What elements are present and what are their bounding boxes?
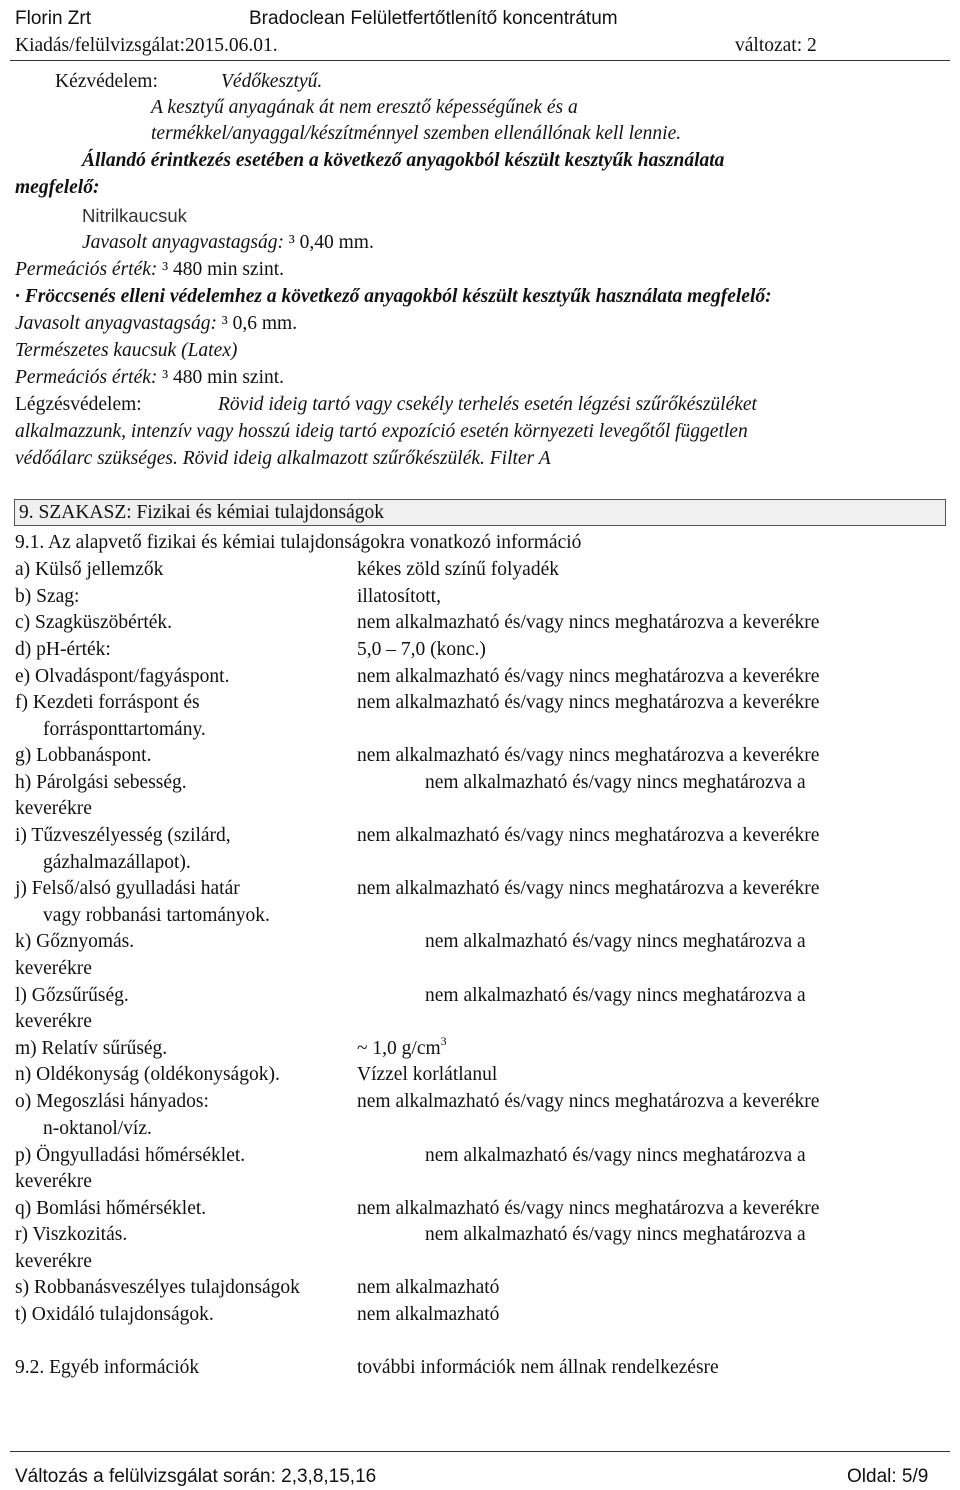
property-n-label: n) Oldékonyság (oldékonyságok). <box>15 1064 280 1085</box>
property-n-value: Vízzel korlátlanul <box>357 1064 498 1085</box>
property-a-label: a) Külső jellemzők <box>15 559 164 580</box>
property-l-label: l) Gőzsűrűség. <box>15 985 129 1006</box>
property-o-label-cont: n-oktanol/víz. <box>43 1118 152 1139</box>
company-name: Florin Zrt <box>15 8 91 29</box>
property-q-label: q) Bomlási hőmérséklet. <box>15 1198 207 1219</box>
section-9-2-value: további információk nem állnak rendelkezésre <box>357 1357 719 1378</box>
property-i-label-cont: gázhalmazállapot). <box>43 852 191 873</box>
property-c-value: nem alkalmazható és/vagy nincs meghatározva a keverékre <box>357 612 820 633</box>
permeation-label-1: Permeációs érték: <box>15 259 158 280</box>
property-a-value: kékes zöld színű folyadék <box>357 559 559 580</box>
property-s-value: nem alkalmazható <box>357 1277 500 1298</box>
issue-date: Kiadás/felülvizsgálat:2015.06.01. <box>15 35 278 56</box>
property-g-value: nem alkalmazható és/vagy nincs meghatározva a keverékre <box>357 745 820 766</box>
property-p-value: nem alkalmazható és/vagy nincs meghatározva a <box>425 1145 806 1166</box>
property-m-unit-exponent: 3 <box>440 1034 447 1048</box>
permeation-value-2: ³ 480 min szint. <box>162 367 285 388</box>
property-l-value: nem alkalmazható és/vagy nincs meghatározva a <box>425 985 806 1006</box>
section-9-title: 9. SZAKASZ: Fizikai és kémiai tulajdonságok <box>19 502 385 523</box>
footer-page-number: Oldal: 5/9 <box>847 1466 929 1487</box>
property-e-label: e) Olvadáspont/fagyáspont. <box>15 666 230 687</box>
material-latex: Természetes kaucsuk (Latex) <box>15 340 238 361</box>
property-p-label: p) Öngyulladási hőmérséklet. <box>15 1145 246 1166</box>
property-r-value-cont: keverékre <box>15 1251 92 1272</box>
permeation-label-2: Permeációs érték: <box>15 367 158 388</box>
property-h-value-cont: keverékre <box>15 798 92 819</box>
section-9-1-subtitle: 9.1. Az alapvető fizikai és kémiai tulajdonságokra vonatkozó információ <box>15 532 582 553</box>
property-k-value-cont: keverékre <box>15 958 92 979</box>
section-9-2-label: 9.2. Egyéb információk <box>15 1357 200 1378</box>
glove-text-1: A kesztyű anyagának át nem eresztő képességűnek és a <box>151 97 578 118</box>
property-t-label: t) Oxidáló tulajdonságok. <box>15 1304 214 1325</box>
property-g-label: g) Lobbanáspont. <box>15 745 152 766</box>
property-k-value: nem alkalmazható és/vagy nincs meghatározva a <box>425 931 806 952</box>
property-b-label: b) Szag: <box>15 586 80 607</box>
property-t-value: nem alkalmazható <box>357 1304 500 1325</box>
thickness-label-1: Javasolt anyagvastagság: <box>82 232 285 253</box>
property-f-label: f) Kezdeti forráspont és <box>15 692 200 713</box>
property-o-value: nem alkalmazható és/vagy nincs meghatározva a keverékre <box>357 1091 820 1112</box>
property-p-value-cont: keverékre <box>15 1171 92 1192</box>
property-m-value: ~ 1,0 g/cm <box>357 1038 441 1059</box>
property-b-value: illatosított, <box>357 586 441 607</box>
property-d-label: d) pH-érték: <box>15 639 111 660</box>
hand-protection-label: Kézvédelem: <box>55 71 158 92</box>
respiratory-text-1: Rövid ideig tartó vagy csekély terhelés esetén légzési szűrőkészüléket <box>218 394 757 415</box>
property-j-value: nem alkalmazható és/vagy nincs meghatározva a keverékre <box>357 878 820 899</box>
property-i-value: nem alkalmazható és/vagy nincs meghatározva a keverékre <box>357 825 820 846</box>
thickness-value-1: ³ 0,40 mm. <box>288 232 374 253</box>
property-i-label: i) Tűzveszélyesség (szilárd, <box>15 825 231 846</box>
property-k-label: k) Gőznyomás. <box>15 931 135 952</box>
thickness-value-2: ³ 0,6 mm. <box>221 313 298 334</box>
property-j-label-cont: vagy robbanási tartományok. <box>43 905 270 926</box>
permeation-value-1: ³ 480 min szint. <box>162 259 285 280</box>
property-q-value: nem alkalmazható és/vagy nincs meghatározva a keverékre <box>357 1198 820 1219</box>
property-h-label: h) Párolgási sebesség. <box>15 772 187 793</box>
property-m-value-wrap <box>357 1036 447 1063</box>
footer-divider <box>10 1451 950 1452</box>
property-e-value: nem alkalmazható és/vagy nincs meghatározva a keverékre <box>357 666 820 687</box>
property-c-label: c) Szagküszöbérték. <box>15 612 173 633</box>
respiratory-text-3: védőálarc szükséges. Rövid ideig alkalmazott szűrőkészülék. Filter A <box>15 448 551 469</box>
material-nitril: Nitrilkaucsuk <box>82 205 187 226</box>
respiratory-text-2: alkalmazzunk, intenzív vagy hosszú ideig tartó expozíció esetén környezeti levegőtől független <box>15 421 748 442</box>
property-l-value-cont: keverékre <box>15 1011 92 1032</box>
product-name: Bradoclean Felületfertőtlenítő koncentrátum <box>249 8 618 29</box>
thickness-label-2: Javasolt anyagvastagság: <box>15 313 218 334</box>
section-9-header <box>14 499 946 526</box>
property-j-label: j) Felső/alsó gyulladási határ <box>15 878 240 899</box>
footer-changes: Változás a felülvizsgálat során: 2,3,8,15,16 <box>15 1466 377 1487</box>
glove-text-2: termékkel/anyaggal/készítménnyel szemben ellenállónak kell lennie. <box>151 123 682 144</box>
splash-protection-line: · Fröccsenés elleni védelemhez a következő anyagokból készült kesztyűk használata megfelelő: <box>15 286 772 307</box>
version: változat: 2 <box>735 35 817 56</box>
hand-protection-value: Védőkesztyű. <box>221 71 323 92</box>
property-r-value: nem alkalmazható és/vagy nincs meghatározva a <box>425 1224 806 1245</box>
constant-contact-line-1: Állandó érintkezés esetében a következő anyagokból készült kesztyűk használata <box>82 150 725 171</box>
property-f-value: nem alkalmazható és/vagy nincs meghatározva a keverékre <box>357 692 820 713</box>
property-d-value: 5,0 – 7,0 (konc.) <box>357 639 486 660</box>
property-o-label: o) Megoszlási hányados: <box>15 1091 209 1112</box>
property-r-label: r) Viszkozitás. <box>15 1224 128 1245</box>
property-m-label: m) Relatív sűrűség. <box>15 1038 168 1059</box>
property-h-value: nem alkalmazható és/vagy nincs meghatározva a <box>425 772 806 793</box>
constant-contact-line-2: megfelelő: <box>15 177 100 198</box>
respiratory-label: Légzésvédelem: <box>15 394 142 415</box>
property-s-label: s) Robbanásveszélyes tulajdonságok <box>15 1277 300 1298</box>
header-divider <box>10 60 950 61</box>
property-f-label-cont: forrásponttartomány. <box>43 719 206 740</box>
